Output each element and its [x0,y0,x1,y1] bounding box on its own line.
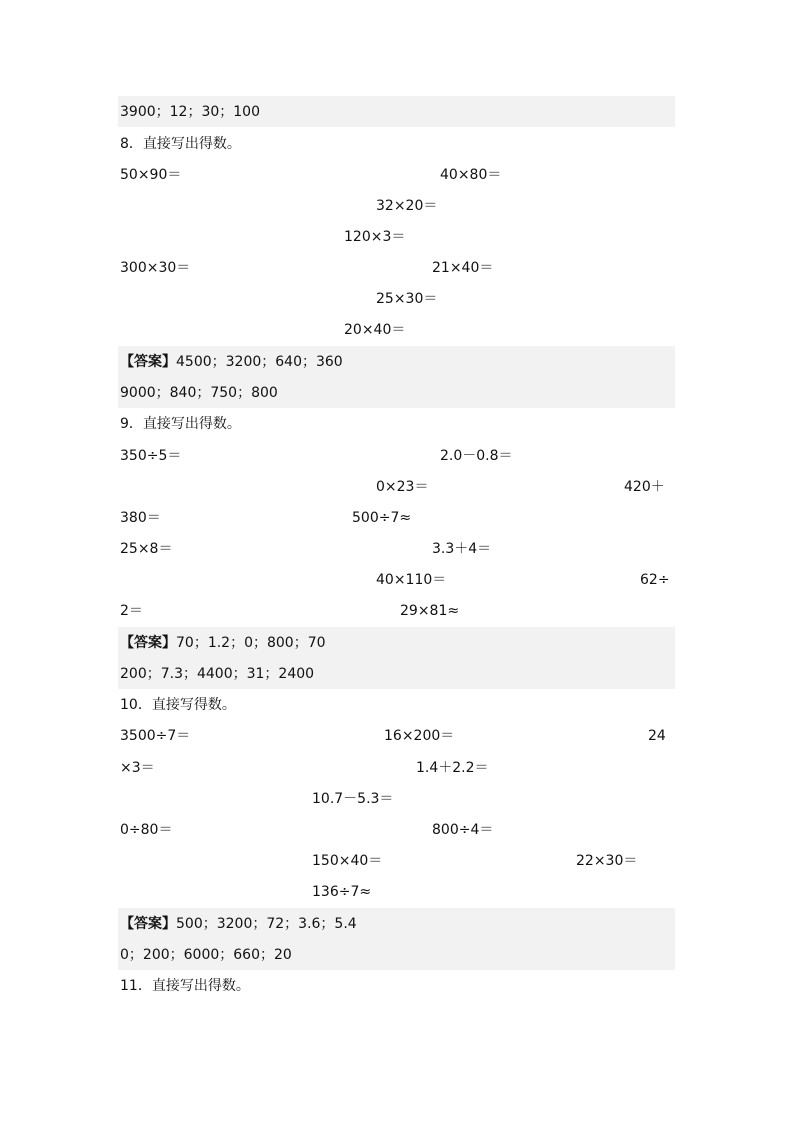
answer-text-top: 3900；12；30；100 [120,104,260,120]
answer-values: 4500；3200；640；360 [176,354,343,370]
q10-item-4: ×3＝ [120,760,155,776]
q9-item-2: 2.0－0.8＝ [440,448,513,464]
q8-item-7: 25×30＝ [376,291,438,307]
q9-item-7: 25×8＝ [120,541,173,557]
q10-item-2: 16×200＝ [384,728,455,744]
question-8-title: 8．直接写出得数。 [120,136,241,152]
q9-answer-line-2: 200；7.3；4400；31；2400 [120,666,315,682]
q9-item-12: 29×81≈ [400,603,460,619]
q9-item-1: 350÷5＝ [120,448,182,464]
q9-item-5: 380＝ [120,510,161,526]
q8-item-6: 21×40＝ [432,260,494,276]
q9-item-10: 62÷ [640,572,670,588]
question-11-title: 11．直接写出得数。 [120,978,250,994]
answer-values: 70；1.2；0；800；70 [176,635,326,651]
q8-item-5: 300×30＝ [120,260,191,276]
answer-label: 【答案】 [120,916,176,932]
answer-label: 【答案】 [120,635,176,651]
q10-item-10: 22×30＝ [576,853,638,869]
q8-item-8: 20×40＝ [344,322,406,338]
q9-answer-line-1 [120,634,326,652]
q8-answer-line-1 [120,353,343,371]
q10-item-1: 3500÷7＝ [120,728,191,744]
q8-item-3: 32×20＝ [376,198,438,214]
q9-item-6: 500÷7≈ [352,510,412,526]
q10-item-8: 800÷4＝ [432,822,494,838]
q8-item-2: 40×80＝ [440,167,502,183]
q8-item-4: 120×3＝ [344,229,406,245]
q10-item-11: 136÷7≈ [312,884,372,900]
q10-item-3: 24 [648,728,666,744]
q9-item-11: 2＝ [120,603,143,619]
q9-item-4: 420＋ [624,479,665,495]
q10-item-5: 1.4＋2.2＝ [416,760,489,776]
q10-answer-line-2: 0；200；6000；660；20 [120,947,292,963]
q8-answer-line-2: 9000；840；750；800 [120,385,278,401]
question-10-title: 10．直接写得数。 [120,697,236,713]
q8-item-1: 50×90＝ [120,167,182,183]
answer-values: 500；3200；72；3.6；5.4 [176,916,357,932]
question-9-title: 9．直接写出得数。 [120,416,241,432]
answer-label: 【答案】 [120,354,176,370]
q10-item-9: 150×40＝ [312,853,383,869]
q10-item-6: 10.7－5.3＝ [312,791,394,807]
q9-item-9: 40×110＝ [376,572,447,588]
q10-answer-line-1 [120,915,357,933]
q9-item-3: 0×23＝ [376,479,429,495]
q9-item-8: 3.3＋4＝ [432,541,492,557]
q10-item-7: 0÷80＝ [120,822,173,838]
